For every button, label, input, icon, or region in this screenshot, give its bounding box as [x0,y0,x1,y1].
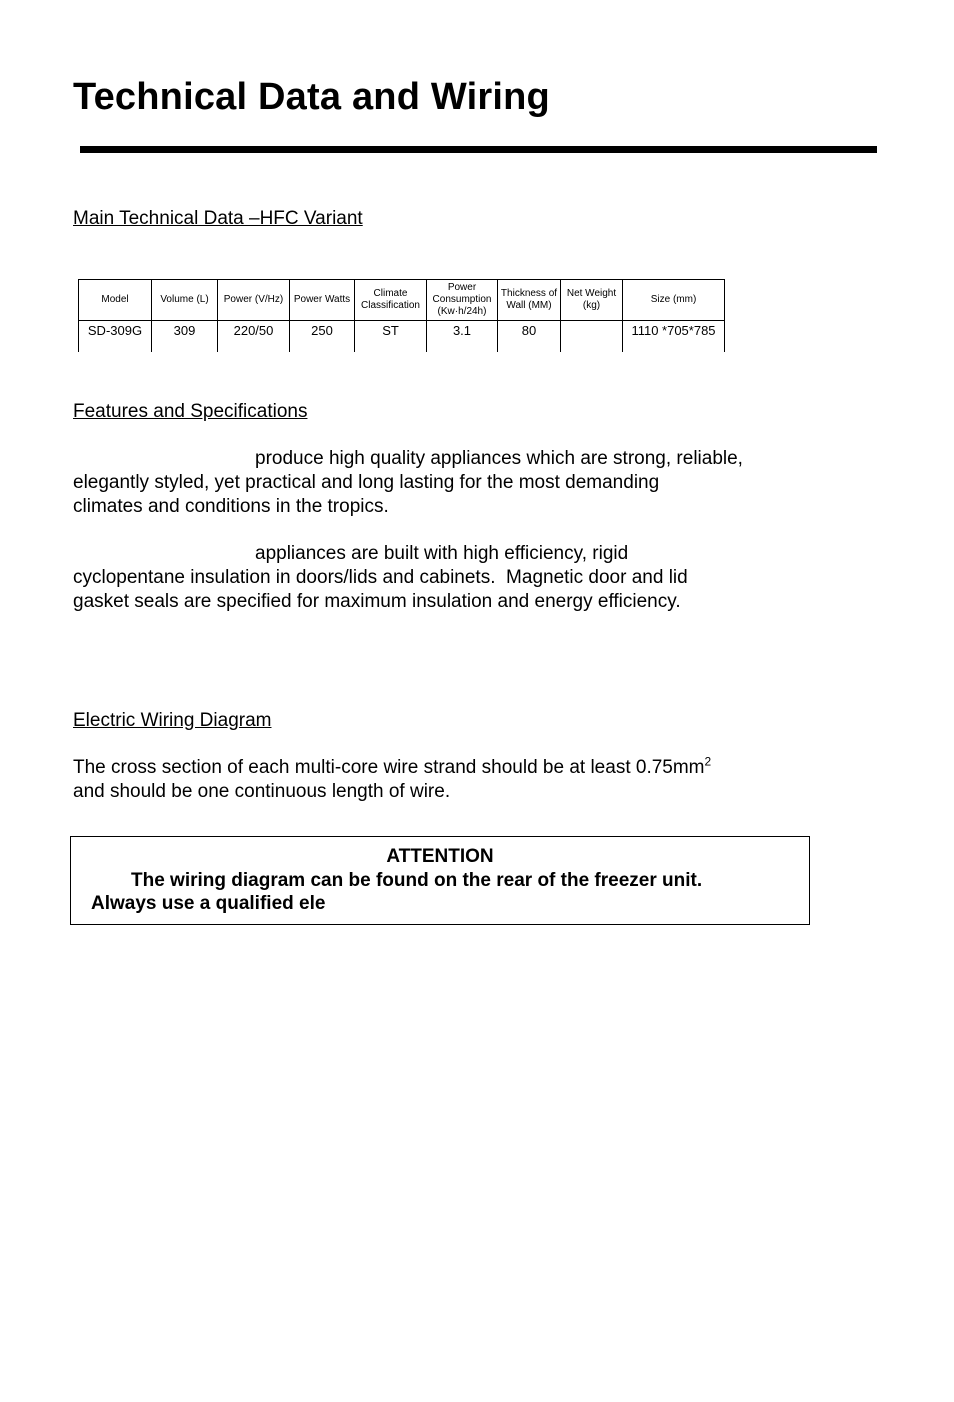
superscript: 2 [704,754,712,769]
paragraph-line: cyclopentane insulation in doors/lids and cabinets. Magnetic door and lid [73,567,688,588]
table-header-cell: Volume (L) [152,280,218,321]
table-row [79,321,725,353]
paragraph-line: and should be one continuous length of wire. [73,781,451,802]
table-cell-climate: ST [355,321,427,353]
paragraph-line: The cross section of each multi-core wire strand should be at least 0.75mm [73,757,705,778]
table-cell-power-watts: 250 [290,321,355,353]
attention-title: ATTENTION [386,846,494,867]
paragraph-line: appliances are built with high efficiency, rigid [255,543,629,564]
table-header-cell: Thickness of Wall (MM) [498,280,561,321]
table-header-cell: Power (V/Hz) [218,280,290,321]
paragraph-line: produce high quality appliances which are strong, reliable, [255,448,743,469]
paragraph-line: elegantly styled, yet practical and long lasting for the most demanding [73,472,660,493]
attention-line: Always use a qualified ele [91,893,326,914]
table-cell-model: SD-309G [79,321,152,353]
attention-line: The wiring diagram can be found on the rear of the freezer unit. [131,870,703,891]
wiring-paragraph [73,756,711,804]
page-title: Technical Data and Wiring [73,76,550,118]
technical-data-table [78,279,725,352]
table-header-row [79,280,725,321]
table-cell-wall-thickness: 80 [498,321,561,353]
section-heading-technical-data: Main Technical Data –HFC Variant [73,208,363,229]
table-header-cell: Net Weight (kg) [561,280,623,321]
section-heading-wiring: Electric Wiring Diagram [73,710,272,731]
table-header-cell: Power Watts [290,280,355,321]
table-cell-net-weight [561,321,623,353]
paragraph-line: gasket seals are specified for maximum insulation and energy efficiency. [73,591,681,612]
table-cell-size: 1110 *705*785 [623,321,725,353]
attention-box [70,836,810,925]
paragraph-line: climates and conditions in the tropics. [73,496,389,517]
table-cell-volume: 309 [152,321,218,353]
table-cell-power-vhz: 220/50 [218,321,290,353]
table-header-cell: Climate Classification [355,280,427,321]
features-paragraph-1 [73,447,743,519]
table-header-cell: Size (mm) [623,280,725,321]
table-cell-consumption: 3.1 [427,321,498,353]
table-header-cell: Power Consumption (Kw·h/24h) [427,280,498,321]
table-header-cell: Model [79,280,152,321]
features-paragraph-2 [73,542,688,614]
section-heading-features: Features and Specifications [73,401,308,422]
title-divider [80,146,877,153]
